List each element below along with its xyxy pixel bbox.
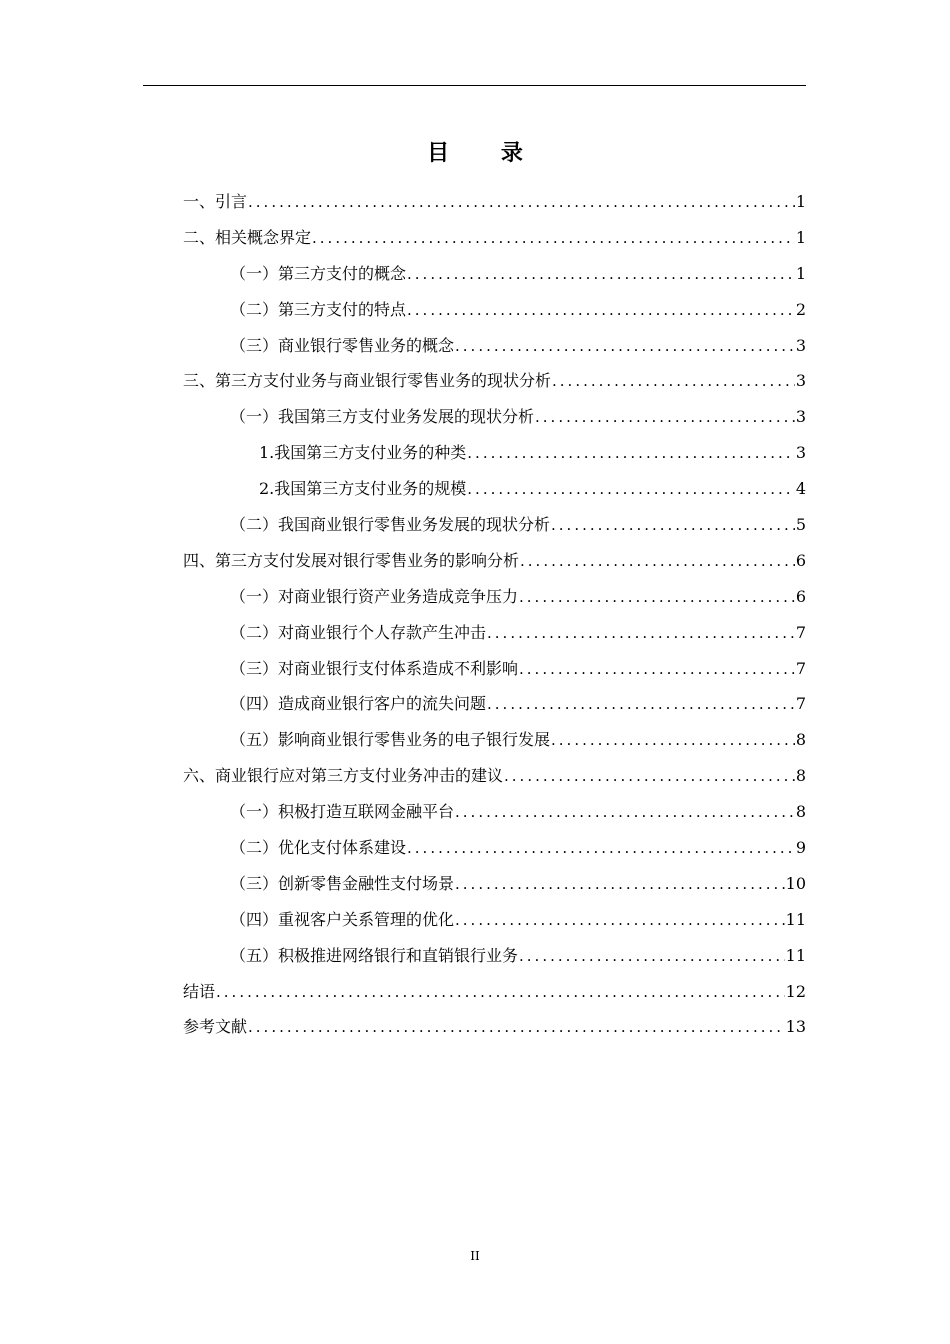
toc-entry[interactable]: [183, 328, 806, 364]
toc-entry-page: 3: [795, 407, 806, 427]
toc-dot-leader: [519, 652, 795, 688]
toc-entry-page: 7: [795, 694, 806, 714]
toc-entry[interactable]: [183, 686, 806, 722]
toc-entry-page: 6: [795, 550, 806, 570]
toc-entry[interactable]: [183, 184, 806, 220]
toc-entry-text: 三、第三方支付业务与商业银行零售业务的现状分析: [183, 371, 552, 391]
toc-entry-text: 四、第三方支付发展对银行零售业务的影响分析: [183, 550, 520, 570]
toc-entry[interactable]: [183, 758, 806, 794]
header-rule: [143, 85, 806, 86]
toc-entry[interactable]: [183, 794, 806, 830]
toc-entry-text: （二）对商业银行个人存款产生冲击: [230, 622, 487, 642]
toc-title: 目 录: [427, 140, 545, 166]
toc-dot-leader: [407, 257, 795, 293]
page-number: II: [470, 1249, 480, 1263]
toc-dot-leader: [551, 508, 795, 544]
toc-entry-text: （一）我国第三方支付业务发展的现状分析: [230, 407, 535, 427]
toc-entry-page: 10: [785, 873, 806, 893]
toc-entry-page: 9: [795, 838, 806, 858]
toc-entry-text: （五）影响商业银行零售业务的电子银行发展: [230, 730, 551, 750]
toc-entry[interactable]: [183, 938, 806, 974]
toc-entry-text: （二）优化支付体系建设: [230, 838, 407, 858]
toc-entry-text: （三）创新零售金融性支付场景: [230, 873, 455, 893]
toc-entry-text: （一）积极打造互联网金融平台: [230, 802, 455, 822]
toc-entry-page: 8: [795, 802, 806, 822]
toc-dot-leader: [455, 903, 785, 939]
toc-entry[interactable]: [183, 651, 806, 687]
toc-dot-leader: [455, 867, 785, 903]
toc-entry-page: 3: [795, 371, 806, 391]
toc-entry[interactable]: [183, 722, 806, 758]
toc-entry[interactable]: [183, 830, 806, 866]
toc-entry-page: 11: [785, 909, 806, 929]
toc-dot-leader: [248, 185, 795, 221]
toc-entry-page: 4: [795, 479, 806, 499]
toc-entry-page: 13: [785, 1017, 806, 1037]
toc-dot-leader: [455, 329, 795, 365]
toc-entry-text: 一、引言: [183, 192, 248, 211]
toc-entry-text: 结语: [183, 981, 216, 1001]
toc-entry-page: 1: [795, 227, 806, 247]
toc-entry[interactable]: [183, 292, 806, 328]
toc-entry-text: （三）对商业银行支付体系造成不利影响: [230, 658, 519, 678]
toc-entry-page: 8: [795, 730, 806, 750]
toc-entry[interactable]: [183, 1009, 806, 1045]
toc-dot-leader: [407, 831, 795, 867]
toc-entry[interactable]: [183, 471, 806, 507]
toc-dot-leader: [520, 544, 795, 580]
toc-entry-text: 2.我国第三方支付业务的规模: [259, 479, 467, 499]
toc-entry[interactable]: [183, 435, 806, 471]
toc-entry-page: 3: [795, 335, 806, 355]
toc-entry[interactable]: [183, 866, 806, 902]
toc-list: [183, 184, 806, 1045]
toc-entry[interactable]: [183, 543, 806, 579]
toc-entry-page: 7: [795, 622, 806, 642]
toc-entry-text: （一）对商业银行资产业务造成竞争压力: [230, 586, 519, 606]
toc-entry[interactable]: [183, 220, 806, 256]
toc-dot-leader: [467, 472, 795, 508]
toc-dot-leader: [487, 687, 795, 723]
toc-entry[interactable]: [183, 579, 806, 615]
toc-entry[interactable]: [183, 507, 806, 543]
toc-entry[interactable]: [183, 615, 806, 651]
toc-entry-page: 12: [785, 981, 806, 1001]
toc-dot-leader: [487, 616, 795, 652]
toc-dot-leader: [552, 364, 795, 400]
toc-entry-page: 3: [795, 443, 806, 463]
toc-entry-page: 1: [795, 192, 806, 211]
toc-entry[interactable]: [183, 363, 806, 399]
toc-dot-leader: [407, 293, 795, 329]
toc-entry[interactable]: [183, 256, 806, 292]
toc-dot-leader: [216, 975, 785, 1011]
toc-entry-text: （三）商业银行零售业务的概念: [230, 335, 455, 355]
toc-entry-page: 5: [795, 515, 806, 535]
toc-dot-leader: [551, 723, 795, 759]
toc-entry-text: （二）我国商业银行零售业务发展的现状分析: [230, 515, 551, 535]
toc-entry-text: （四）造成商业银行客户的流失问题: [230, 694, 487, 714]
toc-entry-text: 参考文献: [183, 1017, 248, 1037]
toc-entry[interactable]: [183, 974, 806, 1010]
toc-entry-text: 六、商业银行应对第三方支付业务冲击的建议: [183, 766, 504, 786]
toc-entry-text: （二）第三方支付的特点: [230, 299, 407, 319]
toc-entry-page: 1: [795, 263, 806, 283]
toc-entry-page: 8: [795, 766, 806, 786]
toc-dot-leader: [535, 400, 795, 436]
toc-dot-leader: [312, 221, 795, 257]
toc-entry-text: （一）第三方支付的概念: [230, 263, 407, 283]
toc-entry-page: 7: [795, 658, 806, 678]
toc-entry[interactable]: [183, 399, 806, 435]
toc-entry-page: 11: [785, 945, 806, 965]
toc-dot-leader: [519, 939, 785, 975]
toc-dot-leader: [519, 580, 795, 616]
toc-dot-leader: [455, 795, 795, 831]
toc-entry-text: （四）重视客户关系管理的优化: [230, 909, 455, 929]
toc-entry-text: （五）积极推进网络银行和直销银行业务: [230, 945, 519, 965]
toc-entry-page: 6: [795, 586, 806, 606]
toc-dot-leader: [504, 759, 795, 795]
toc-dot-leader: [248, 1010, 785, 1046]
toc-entry-text: 1.我国第三方支付业务的种类: [259, 443, 467, 463]
toc-dot-leader: [467, 436, 795, 472]
toc-entry-text: 二、相关概念界定: [183, 227, 312, 247]
toc-entry-page: 2: [795, 299, 806, 319]
toc-entry[interactable]: [183, 902, 806, 938]
